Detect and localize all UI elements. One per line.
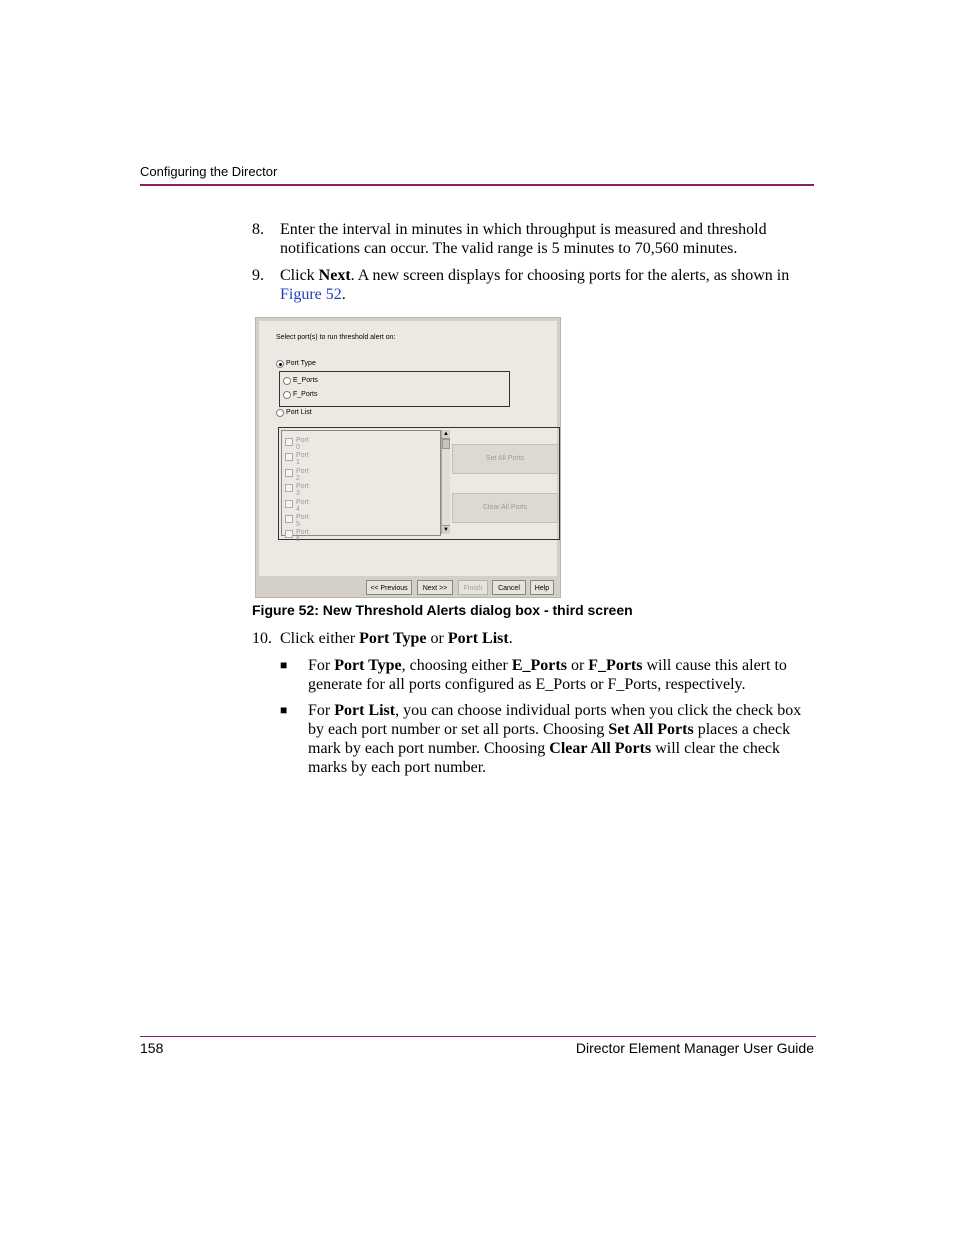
header-rule bbox=[140, 184, 814, 186]
next-button[interactable]: Next >> bbox=[417, 580, 453, 595]
e-ports-label: E_Ports bbox=[293, 377, 318, 384]
dialog-prompt: Select port(s) to run threshold alert on: bbox=[276, 334, 396, 341]
step-number: 8. bbox=[252, 221, 264, 238]
port-checkbox[interactable] bbox=[285, 515, 293, 523]
port-checkbox[interactable] bbox=[285, 438, 293, 446]
port-checkbox[interactable] bbox=[285, 453, 293, 461]
clear-all-ports-button[interactable]: Clear All Ports bbox=[452, 493, 558, 523]
e-ports-radio[interactable] bbox=[283, 377, 291, 385]
step-text: Click either Port Type or Port List. bbox=[280, 630, 513, 647]
help-button[interactable]: Help bbox=[530, 580, 554, 595]
port-type-radio[interactable] bbox=[276, 360, 284, 368]
figure-caption: Figure 52: New Threshold Alerts dialog box - third screen bbox=[252, 602, 633, 618]
bullet-square-icon: ■ bbox=[280, 703, 288, 717]
port-list-radio[interactable] bbox=[276, 409, 284, 417]
port-type-label: Port Type bbox=[286, 360, 316, 367]
scroll-down-icon[interactable]: ▼ bbox=[443, 527, 449, 533]
scroll-up-icon[interactable]: ▲ bbox=[443, 431, 449, 437]
footer-rule bbox=[140, 1036, 816, 1037]
port-list: Port 0 Port 1 Port 2 Port 3 Port 4 Port 5 Port 6 bbox=[281, 430, 441, 536]
previous-button[interactable]: << Previous bbox=[366, 580, 412, 595]
bullet-text: For Port List, you can choose individual ports when you click the check box by each port number or set all ports. Choosing Set All Ports places a check mark by each port number. Choosing Clear All Ports will clear the check marks by each port number. bbox=[308, 702, 802, 776]
scroll-thumb[interactable] bbox=[442, 439, 450, 449]
bullet-square-icon: ■ bbox=[280, 658, 288, 672]
port-checkbox[interactable] bbox=[285, 469, 293, 477]
step-text: Click Next. A new screen displays for choosing ports for the alerts, as shown in Figure 52. bbox=[280, 267, 790, 303]
finish-button[interactable]: Finish bbox=[458, 580, 488, 595]
port-list-label: Port List bbox=[286, 409, 312, 416]
port-type-group bbox=[279, 371, 510, 407]
running-head: Configuring the Director bbox=[140, 164, 278, 179]
f-ports-label: F_Ports bbox=[293, 391, 318, 398]
step-text: Enter the interval in minutes in which throughput is measured and threshold notifications can occur. The valid range is 5 minutes to 70,560 minutes. bbox=[280, 221, 767, 257]
port-checkbox[interactable] bbox=[285, 500, 293, 508]
port-checkbox[interactable] bbox=[285, 484, 293, 492]
f-ports-radio[interactable] bbox=[283, 391, 291, 399]
port-checkbox[interactable] bbox=[285, 530, 293, 538]
threshold-alert-dialog bbox=[255, 317, 561, 598]
set-all-ports-button[interactable]: Set All Ports bbox=[452, 444, 558, 474]
cancel-button[interactable]: Cancel bbox=[492, 580, 526, 595]
bullet-text: For Port Type, choosing either E_Ports or F_Ports will cause this alert to generate for all ports configured as E_Ports or F_Ports, respectively. bbox=[308, 657, 787, 693]
guide-title: Director Element Manager User Guide bbox=[575, 1040, 814, 1056]
page-number: 158 bbox=[140, 1040, 164, 1056]
list-scrollbar[interactable] bbox=[441, 430, 450, 534]
figure-link[interactable]: Figure 52 bbox=[280, 286, 342, 303]
step-number: 10. bbox=[252, 630, 272, 647]
port-list-group bbox=[278, 427, 560, 543]
step-number: 9. bbox=[252, 267, 264, 284]
dialog-panel bbox=[259, 321, 557, 576]
